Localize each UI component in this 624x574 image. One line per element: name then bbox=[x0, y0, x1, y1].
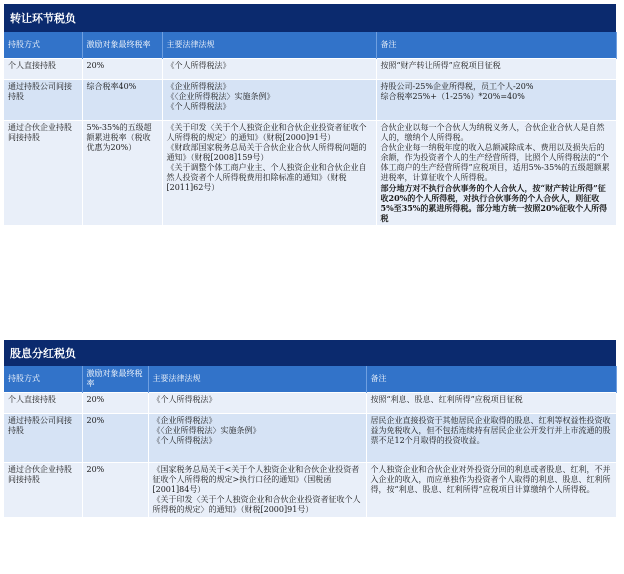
law-item: 《关于印发〈关于个人独资企业和合伙企业投资者征收个人所得税的规定〉的通知》（财税[2000]91号） bbox=[166, 123, 367, 142]
table-header-row bbox=[4, 366, 616, 393]
col-header-laws: 主要法律法规 bbox=[162, 32, 376, 59]
laws-cell bbox=[162, 59, 376, 80]
law-item: 《企业所得税法》 bbox=[152, 416, 217, 425]
rate-cell: 20% bbox=[82, 463, 148, 518]
law-item: 《个人所得税法》 bbox=[152, 436, 217, 445]
method-cell: 通过持股公司间接持股 bbox=[4, 80, 82, 121]
col-header-rate: 激励对象最终税率 bbox=[82, 32, 162, 59]
table-row bbox=[4, 80, 616, 121]
table-row bbox=[4, 393, 616, 414]
table-row bbox=[4, 121, 616, 226]
rate-cell: 20% bbox=[82, 59, 162, 80]
laws-cell bbox=[148, 393, 366, 414]
section-title: 股息分红税负 bbox=[4, 340, 616, 366]
note-item: 合伙企业以每一个合伙人为纳税义务人，合伙企业合伙人是自然人的，缴纳个人所得税。 bbox=[380, 123, 605, 142]
col-header-method: 持股方式 bbox=[4, 32, 82, 59]
col-header-notes: 备注 bbox=[366, 366, 616, 393]
notes-cell bbox=[366, 463, 616, 518]
col-header-rate: 激励对象最终税率 bbox=[82, 366, 148, 393]
rate-cell: 5%-35%的五级超额累进税率（税收优惠为20%） bbox=[82, 121, 162, 226]
rate-cell: 20% bbox=[82, 393, 148, 414]
notes-cell bbox=[366, 414, 616, 463]
table-row bbox=[4, 59, 616, 80]
note-bold-item: 部分地方对不执行合伙事务的个人合伙人，按“财产转让所得”征收20%的个人所得税，对执行合伙事务的个人合伙人，则征收5%至35%的累进所得税。部分地方统一按照20%征收个人所得税 bbox=[380, 183, 608, 223]
col-header-laws: 主要法律法规 bbox=[148, 366, 366, 393]
method-cell: 通过合伙企业持股间接持股 bbox=[4, 121, 82, 226]
law-item: 《〈企业所得税法〉实施条例》 bbox=[166, 92, 275, 101]
law-item: 《财政部国家税务总局关于合伙企业合伙人所得税问题的通知》（财税[2008]159号） bbox=[166, 143, 367, 162]
law-item: 《个人所得税法》 bbox=[166, 61, 231, 70]
notes-cell bbox=[376, 59, 616, 80]
rate-cell: 20% bbox=[82, 414, 148, 463]
transfer-tax-table bbox=[4, 32, 617, 225]
laws-cell bbox=[162, 121, 376, 226]
note-item: 按照“利息、股息、红利所得”应税项目征税 bbox=[370, 395, 523, 404]
note-item: 合伙企业每一纳税年度的收入总额减除成本、费用以及损失后的余额，作为投资者个人的生产经营所得，比照个人所得税法的“个体工商户的生产经营所得”应税项目，适用5%-35%的五级超额累进税率，计算征收个人所得税。 bbox=[380, 143, 610, 182]
law-item: 《国家税务总局关于<关于个人独资企业和合伙企业投资者征收个人所得税的规定>执行口径的通知》（国税函[2001]84号） bbox=[152, 465, 360, 494]
note-item: 综合税率25%+（1-25%）*20%=40% bbox=[380, 92, 525, 101]
method-cell: 通过持股公司间接持股 bbox=[4, 414, 82, 463]
laws-cell bbox=[148, 463, 366, 518]
law-item: 《企业所得税法》 bbox=[166, 82, 231, 91]
table-row bbox=[4, 414, 616, 463]
section-title: 转让环节税负 bbox=[4, 4, 616, 32]
col-header-method: 持股方式 bbox=[4, 366, 82, 393]
notes-cell bbox=[376, 121, 616, 226]
table-header-row bbox=[4, 32, 616, 59]
dividend-tax-section bbox=[4, 340, 616, 517]
method-cell: 个人直接持股 bbox=[4, 393, 82, 414]
laws-cell bbox=[162, 80, 376, 121]
method-cell: 通过合伙企业持股间接持股 bbox=[4, 463, 82, 518]
notes-cell bbox=[376, 80, 616, 121]
law-item: 《个人所得税法》 bbox=[152, 395, 217, 404]
rate-cell: 综合税率40% bbox=[82, 80, 162, 121]
transfer-tax-section bbox=[4, 4, 616, 225]
note-item: 个人独资企业和合伙企业对外投资分回的利息或者股息、红利，不并入企业的收入，而应单独作为投资者个人取得的利息、股息、红利所得，按“利息、股息、红利所得”应税项目计算缴纳个人所得税。 bbox=[370, 465, 611, 494]
note-item: 按照“财产转让所得”应税项目征税 bbox=[380, 61, 501, 70]
law-item: 《关于印发〈关于个人独资企业和合伙企业投资者征收个人所得税的规定〉的通知》（财税[2000]91号） bbox=[152, 495, 361, 514]
law-item: 《关于调整个体工商户业主、个人独资企业和合伙企业自然人投资者个人所得税费用扣除标准的通知》（财税[2011]62号） bbox=[166, 163, 367, 192]
dividend-tax-table bbox=[4, 366, 617, 517]
note-item: 持股公司-25%企业所得税，员工个人-20% bbox=[380, 82, 534, 91]
note-item: 居民企业直接投资于其他居民企业取得的股息、红利等权益性投资收益为免税收入，但不包括连续持有居民企业公开发行并上市流通的股票不足12个月取得的投资收益。 bbox=[370, 416, 611, 445]
law-item: 《〈企业所得税法〉实施条例》 bbox=[152, 426, 261, 435]
table-row bbox=[4, 463, 616, 518]
law-item: 《个人所得税法》 bbox=[166, 102, 231, 111]
method-cell: 个人直接持股 bbox=[4, 59, 82, 80]
notes-cell bbox=[366, 393, 616, 414]
laws-cell bbox=[148, 414, 366, 463]
col-header-notes: 备注 bbox=[376, 32, 616, 59]
